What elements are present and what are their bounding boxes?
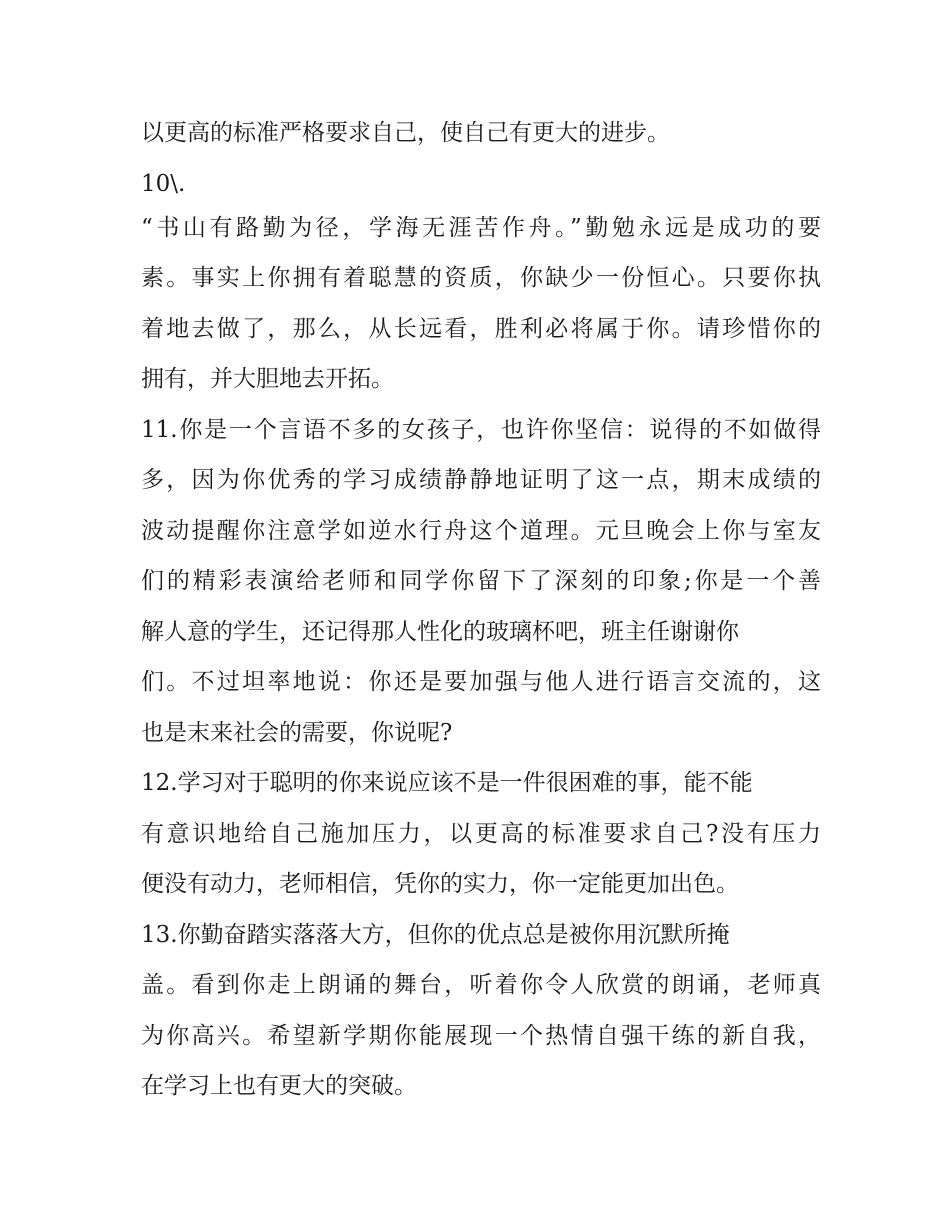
text-line: 11.你是一个言语不多的女孩子，也许你坚信：说得的不如做得 — [141, 416, 821, 443]
text-line: 们。不过坦率地说：你还是要加强与他人进行语言交流的，这 — [141, 669, 821, 695]
text-line: 以更高的标准严格要求自己，使自己有更大的进步。 — [141, 120, 670, 146]
text-line: 着地去做了，那么，从长远看，胜利必将属于你。请珍惜你的 — [141, 315, 821, 342]
text-line: 便没有动力，老师相信，凭你的实力，你一定能更加出色。 — [141, 871, 739, 897]
text-line: 盖。看到你走上朗诵的舞台，听着你令人欣赏的朗诵，老师真 — [141, 972, 821, 998]
text-line: 有意识地给自己施加压力，以更高的标准要求自己?没有压力 — [141, 820, 821, 847]
text-line: 多，因为你优秀的学习成绩静静地证明了这一点，期末成绩的 — [141, 467, 821, 493]
text-line: 为你高兴。希望新学期你能展现一个热情自强干练的新自我， — [141, 1022, 821, 1049]
text-line: 们的精彩表演给老师和同学你留下了深刻的印象;你是一个善 — [141, 568, 821, 594]
text-line: 拥有，并大胆地去开拓。 — [141, 366, 394, 392]
text-line: 也是末来社会的需要，你说呢? — [141, 719, 453, 746]
text-line: 素。事实上你拥有着聪慧的资质，你缺少一份恒心。只要你执 — [141, 265, 821, 291]
text-line: 10\. — [141, 170, 186, 197]
text-line: “书山有路勤为径，学海无涯苦作舟。”勤勉永远是成功的要 — [141, 214, 821, 241]
text-line: 波动提醒你注意学如逆水行舟这个道理。元旦晚会上你与室友 — [141, 517, 821, 544]
document-body — [141, 108, 821, 1112]
text-line: 13.你勤奋踏实落落大方，但你的优点总是被你用沉默所掩 — [141, 921, 730, 948]
text-line: 解人意的学生，还记得那人性化的玻璃杯吧，班主任谢谢你 — [141, 618, 739, 645]
text-line: 12.学习对于聪明的你来说应该不是一件很困难的事，能不能 — [141, 770, 753, 796]
text-line: 在学习上也有更大的突破。 — [141, 1073, 417, 1099]
